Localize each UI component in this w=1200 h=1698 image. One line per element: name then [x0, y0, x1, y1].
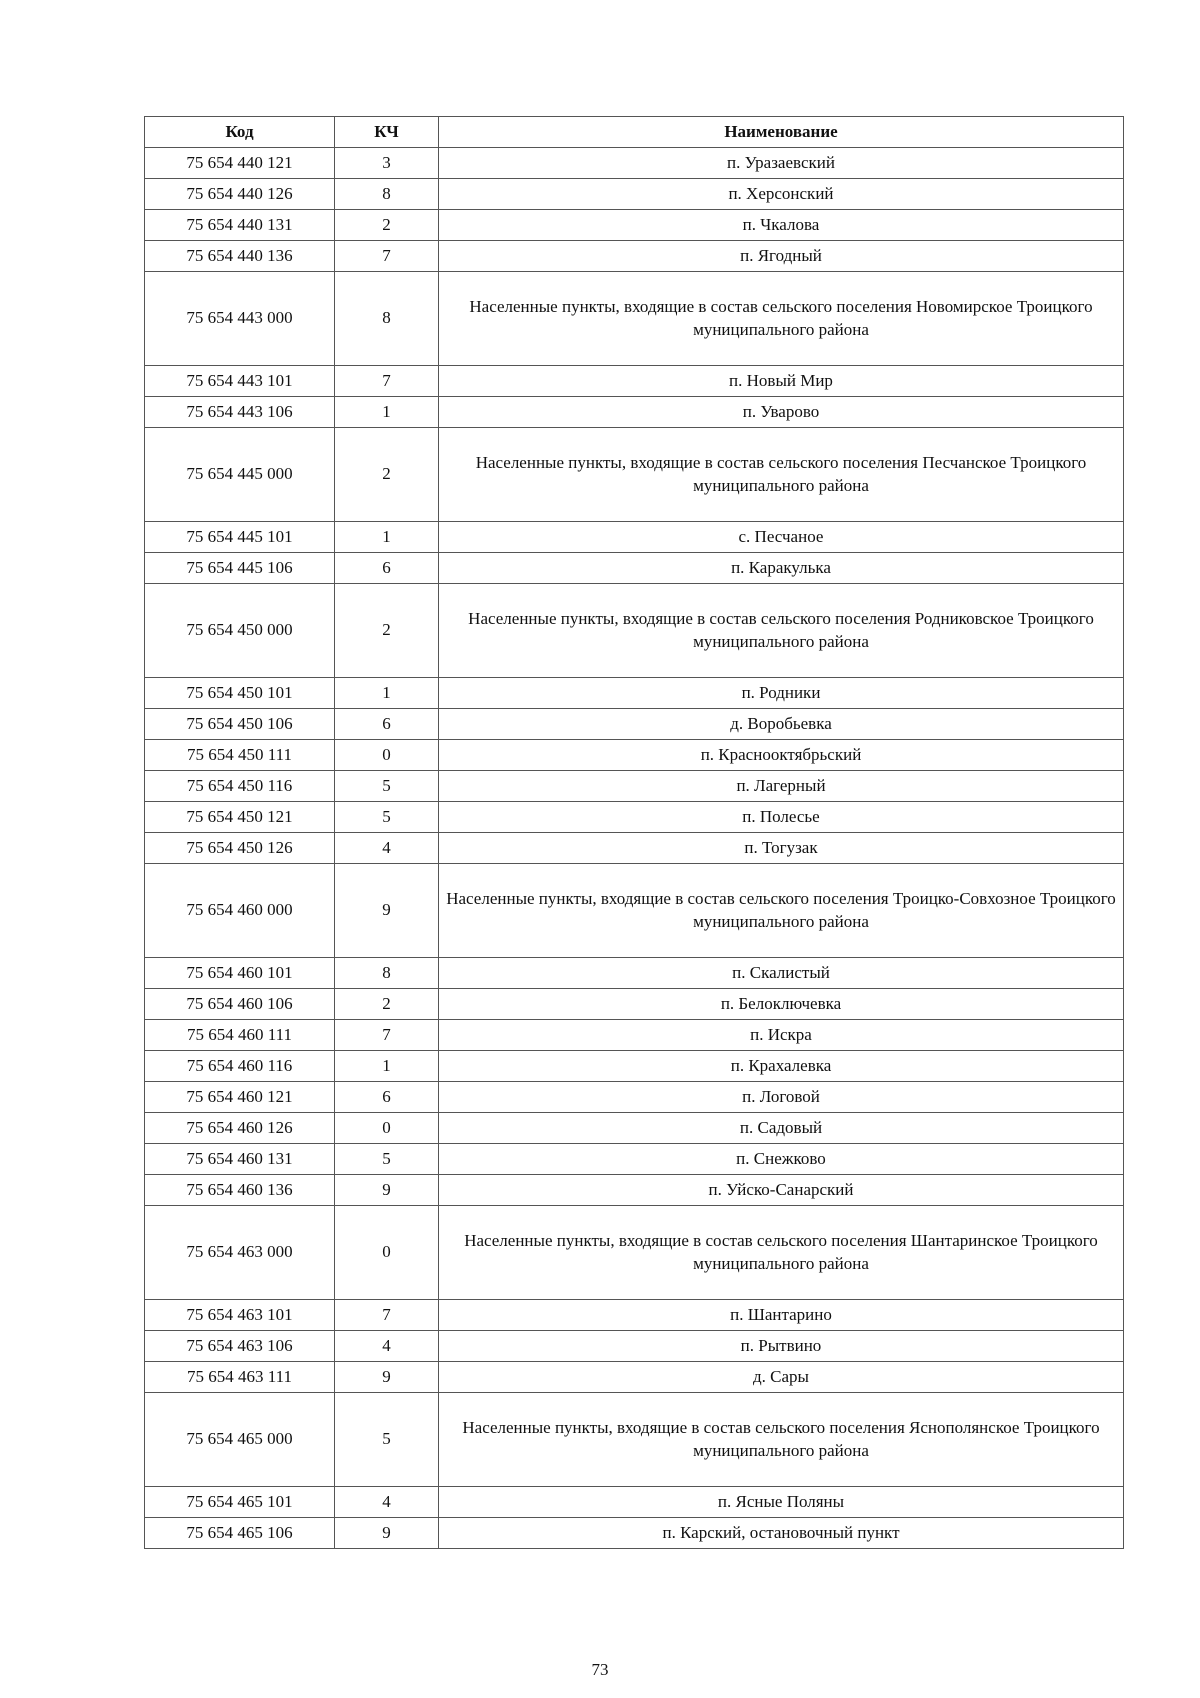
table-row: [145, 366, 1124, 397]
cell-name: Населенные пункты, входящие в состав сельского поселения Новомирское Троицкого муниципального района: [439, 272, 1124, 366]
header-kch: КЧ: [335, 117, 439, 148]
cell-kch: 6: [335, 709, 439, 740]
cell-kch: 0: [335, 1113, 439, 1144]
table-row: [145, 1113, 1124, 1144]
table-row: [145, 958, 1124, 989]
cell-code: 75 654 465 106: [145, 1518, 335, 1549]
cell-name: п. Уйско-Санарский: [439, 1175, 1124, 1206]
cell-code: 75 654 460 106: [145, 989, 335, 1020]
cell-name: п. Ягодный: [439, 241, 1124, 272]
cell-name: п. Уварово: [439, 397, 1124, 428]
cell-kch: 6: [335, 553, 439, 584]
table-row: [145, 1082, 1124, 1113]
cell-code: 75 654 440 131: [145, 210, 335, 241]
cell-code: 75 654 443 106: [145, 397, 335, 428]
cell-name: п. Белоключевка: [439, 989, 1124, 1020]
cell-kch: 3: [335, 148, 439, 179]
cell-code: 75 654 440 136: [145, 241, 335, 272]
cell-name: д. Воробьевка: [439, 709, 1124, 740]
cell-code: 75 654 440 126: [145, 179, 335, 210]
table-row: [145, 1393, 1124, 1487]
cell-kch: 1: [335, 678, 439, 709]
cell-kch: 8: [335, 179, 439, 210]
cell-kch: 4: [335, 1487, 439, 1518]
table-row: [145, 553, 1124, 584]
cell-kch: 2: [335, 989, 439, 1020]
cell-name: п. Снежково: [439, 1144, 1124, 1175]
cell-kch: 0: [335, 1206, 439, 1300]
cell-code: 75 654 445 000: [145, 428, 335, 522]
cell-name: п. Новый Мир: [439, 366, 1124, 397]
cell-name: п. Карский, остановочный пункт: [439, 1518, 1124, 1549]
cell-code: 75 654 443 000: [145, 272, 335, 366]
cell-code: 75 654 460 126: [145, 1113, 335, 1144]
cell-name: п. Краснооктябрьский: [439, 740, 1124, 771]
cell-kch: 6: [335, 1082, 439, 1113]
table-row: [145, 1051, 1124, 1082]
cell-kch: 5: [335, 1393, 439, 1487]
cell-name: п. Шантарино: [439, 1300, 1124, 1331]
classifier-table: [144, 116, 1124, 1549]
header-code: Код: [145, 117, 335, 148]
table-row: [145, 1206, 1124, 1300]
cell-code: 75 654 463 111: [145, 1362, 335, 1393]
cell-name: с. Песчаное: [439, 522, 1124, 553]
cell-code: 75 654 440 121: [145, 148, 335, 179]
cell-kch: 9: [335, 1518, 439, 1549]
table-row: [145, 1331, 1124, 1362]
cell-code: 75 654 445 101: [145, 522, 335, 553]
table-row: [145, 272, 1124, 366]
cell-code: 75 654 463 101: [145, 1300, 335, 1331]
cell-name: Населенные пункты, входящие в состав сельского поселения Шантаринское Троицкого муниципального района: [439, 1206, 1124, 1300]
cell-code: 75 654 460 116: [145, 1051, 335, 1082]
table-row: [145, 210, 1124, 241]
cell-name: п. Скалистый: [439, 958, 1124, 989]
cell-name: п. Родники: [439, 678, 1124, 709]
cell-name: Населенные пункты, входящие в состав сельского поселения Родниковское Троицкого муниципального района: [439, 584, 1124, 678]
cell-code: 75 654 463 000: [145, 1206, 335, 1300]
cell-name: п. Ясные Поляны: [439, 1487, 1124, 1518]
cell-kch: 9: [335, 864, 439, 958]
cell-name: п. Искра: [439, 1020, 1124, 1051]
cell-code: 75 654 450 111: [145, 740, 335, 771]
table-row: [145, 1362, 1124, 1393]
cell-kch: 5: [335, 771, 439, 802]
table-row: [145, 148, 1124, 179]
cell-name: п. Садовый: [439, 1113, 1124, 1144]
cell-kch: 9: [335, 1175, 439, 1206]
table-row: [145, 522, 1124, 553]
cell-code: 75 654 450 101: [145, 678, 335, 709]
cell-code: 75 654 450 106: [145, 709, 335, 740]
cell-kch: 2: [335, 428, 439, 522]
cell-kch: 2: [335, 210, 439, 241]
cell-kch: 7: [335, 366, 439, 397]
table-row: [145, 864, 1124, 958]
header-name: Наименование: [439, 117, 1124, 148]
table-row: [145, 1487, 1124, 1518]
cell-kch: 1: [335, 522, 439, 553]
table-row: [145, 709, 1124, 740]
table-row: [145, 584, 1124, 678]
cell-code: 75 654 445 106: [145, 553, 335, 584]
cell-name: п. Херсонский: [439, 179, 1124, 210]
table-row: [145, 179, 1124, 210]
cell-name: п. Чкалова: [439, 210, 1124, 241]
cell-name: п. Уразаевский: [439, 148, 1124, 179]
cell-name: п. Логовой: [439, 1082, 1124, 1113]
table-row: [145, 1300, 1124, 1331]
table-row: [145, 771, 1124, 802]
cell-code: 75 654 450 116: [145, 771, 335, 802]
cell-code: 75 654 450 126: [145, 833, 335, 864]
table-body: [145, 148, 1124, 1549]
cell-name: п. Полесье: [439, 802, 1124, 833]
cell-code: 75 654 460 131: [145, 1144, 335, 1175]
page-number: 73: [591, 1660, 609, 1679]
cell-kch: 0: [335, 740, 439, 771]
table-row: [145, 833, 1124, 864]
cell-code: 75 654 460 121: [145, 1082, 335, 1113]
cell-name: п. Каракулька: [439, 553, 1124, 584]
cell-code: 75 654 465 000: [145, 1393, 335, 1487]
cell-kch: 1: [335, 1051, 439, 1082]
table-row: [145, 241, 1124, 272]
cell-kch: 4: [335, 1331, 439, 1362]
cell-name: п. Лагерный: [439, 771, 1124, 802]
cell-code: 75 654 450 121: [145, 802, 335, 833]
table-row: [145, 1175, 1124, 1206]
cell-code: 75 654 460 000: [145, 864, 335, 958]
table-row: [145, 1518, 1124, 1549]
cell-kch: 7: [335, 241, 439, 272]
table-row: [145, 1144, 1124, 1175]
table-row: [145, 397, 1124, 428]
cell-name: Населенные пункты, входящие в состав сельского поселения Яснополянское Троицкого муниципального района: [439, 1393, 1124, 1487]
cell-name: Населенные пункты, входящие в состав сельского поселения Песчанское Троицкого муниципального района: [439, 428, 1124, 522]
cell-code: 75 654 460 101: [145, 958, 335, 989]
cell-code: 75 654 460 111: [145, 1020, 335, 1051]
table-header-row: [145, 117, 1124, 148]
cell-name: Населенные пункты, входящие в состав сельского поселения Троицко-Совхозное Троицкого муниципального района: [439, 864, 1124, 958]
cell-code: 75 654 450 000: [145, 584, 335, 678]
cell-kch: 1: [335, 397, 439, 428]
cell-kch: 5: [335, 1144, 439, 1175]
table-row: [145, 1020, 1124, 1051]
cell-name: п. Крахалевка: [439, 1051, 1124, 1082]
cell-kch: 8: [335, 958, 439, 989]
cell-name: п. Тогузак: [439, 833, 1124, 864]
cell-kch: 7: [335, 1300, 439, 1331]
table-row: [145, 428, 1124, 522]
cell-code: 75 654 465 101: [145, 1487, 335, 1518]
cell-kch: 4: [335, 833, 439, 864]
cell-kch: 5: [335, 802, 439, 833]
cell-code: 75 654 460 136: [145, 1175, 335, 1206]
cell-kch: 9: [335, 1362, 439, 1393]
cell-code: 75 654 443 101: [145, 366, 335, 397]
cell-name: п. Рытвино: [439, 1331, 1124, 1362]
cell-kch: 8: [335, 272, 439, 366]
cell-kch: 7: [335, 1020, 439, 1051]
table-row: [145, 740, 1124, 771]
cell-kch: 2: [335, 584, 439, 678]
table-row: [145, 989, 1124, 1020]
table-row: [145, 802, 1124, 833]
cell-name: д. Сары: [439, 1362, 1124, 1393]
table-row: [145, 678, 1124, 709]
cell-code: 75 654 463 106: [145, 1331, 335, 1362]
